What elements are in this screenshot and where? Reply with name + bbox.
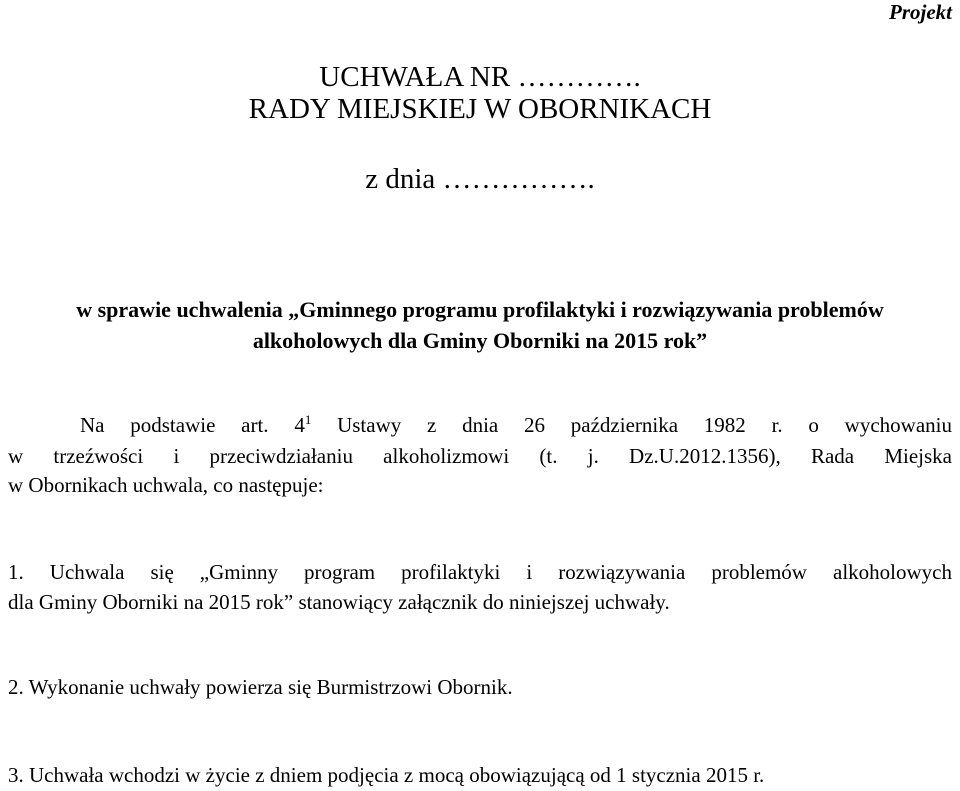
preamble-line-2: w trzeźwości i przeciwdziałaniu alkoholizmowi (t. j. Dz.U.2012.1356), Rada Miejska [8,444,952,468]
draft-label: Projekt [889,0,952,24]
preamble-text-end: Ustawy z dnia 26 października 1982 r. o wychowaniu [311,413,952,437]
resolution-title: UCHWAŁA NR …………. [319,61,641,93]
section-1-line-1: 1. Uchwala się „Gminny program profilaktyki i rozwiązywania problemów alkoholowych [8,560,952,584]
resolution-date: z dnia ……………. [365,163,595,195]
section-1-line-2: dla Gminy Oborniki na 2015 rok” stanowiący załącznik do niniejszej uchwały. [8,590,670,614]
article-superscript: 1 [304,412,312,427]
preamble-line-1 [80,412,952,438]
section-3: 3. Uchwała wchodzi w życie z dniem podjęcia z mocą obowiązującą od 1 stycznia 2015 r. [8,763,765,787]
council-name: RADY MIEJSKIEJ W OBORNIKACH [248,93,712,125]
subject-line-1: w sprawie uchwalenia „Gminnego programu profilaktyki i rozwiązywania problemów [76,297,884,322]
preamble-text-start: Na podstawie art. 4 [80,413,305,437]
subject-line-2: alkoholowych dla Gminy Oborniki na 2015 rok” [252,328,708,353]
preamble-line-3: w Obornikach uchwala, co następuje: [8,473,324,497]
section-2: 2. Wykonanie uchwały powierza się Burmistrzowi Obornik. [8,675,513,699]
